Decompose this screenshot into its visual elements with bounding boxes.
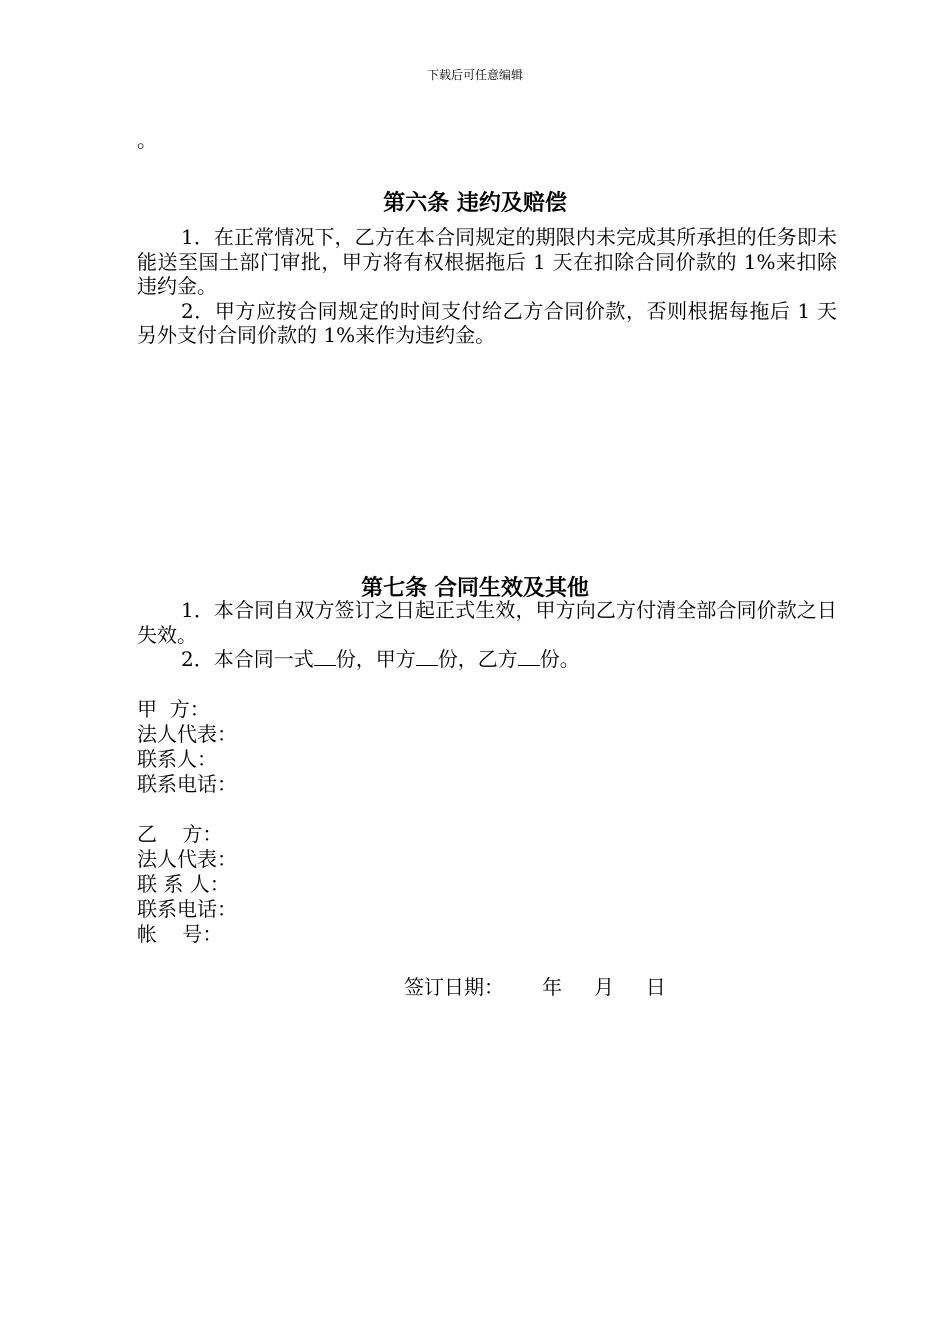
article6-paragraph-2: 2．甲方应按合同规定的时间支付给乙方合同价款，否则根据每拖后 1 天另外支付合同价款的 1%来作为违约金。 <box>137 298 837 347</box>
article6-body <box>137 225 837 348</box>
page-header: 下载后可任意编辑 <box>426 68 523 82</box>
signing-month: 月 <box>593 975 614 999</box>
signing-year: 年 <box>542 975 563 999</box>
party-a-block <box>137 697 237 797</box>
copies-text-2: 份，甲方 <box>335 647 416 671</box>
article6-paragraph-1: 1．在正常情况下，乙方在本合同规定的期限内未完成其所承担的任务即未能送至国土部门审批，甲方将有权根据拖后 1 天在扣除合同价款的 1%来扣除违约金。 <box>137 225 837 298</box>
article6-title: 第六条 违约及赔偿 <box>383 190 567 216</box>
party-b-label: 乙 方： <box>137 822 223 846</box>
copies-total-blank[interactable] <box>314 647 336 666</box>
copies-text-1: 2．本合同一式 <box>181 647 314 671</box>
signing-date-label: 签订日期： <box>404 975 504 999</box>
party-b-contact-label: 联 系 人： <box>137 872 230 896</box>
article7-body <box>137 598 837 672</box>
copies-text-3: 份，乙方 <box>437 647 518 671</box>
copies-text-4: 份。 <box>539 647 580 671</box>
party-a-rep-label: 法人代表： <box>137 722 237 746</box>
leading-mark: 。 <box>137 128 157 152</box>
party-b-phone-label: 联系电话： <box>137 897 237 921</box>
copies-party-a-blank[interactable] <box>416 647 438 666</box>
party-b-block <box>137 822 237 947</box>
signing-day: 日 <box>645 975 666 999</box>
party-b-account-label: 帐 号： <box>137 922 223 946</box>
signing-date <box>404 971 666 1000</box>
party-b-rep-label: 法人代表： <box>137 847 237 871</box>
party-a-phone-label: 联系电话： <box>137 772 237 796</box>
article7-paragraph-1: 1．本合同自双方签订之日起正式生效，甲方向乙方付清全部合同价款之日失效。 <box>137 598 837 647</box>
party-a-label: 甲 方： <box>137 697 210 721</box>
article7-title: 第七条 合同生效及其他 <box>361 575 589 601</box>
article7-paragraph-2 <box>137 647 837 672</box>
copies-party-b-blank[interactable] <box>518 647 540 666</box>
party-a-contact-label: 联系人： <box>137 747 217 771</box>
